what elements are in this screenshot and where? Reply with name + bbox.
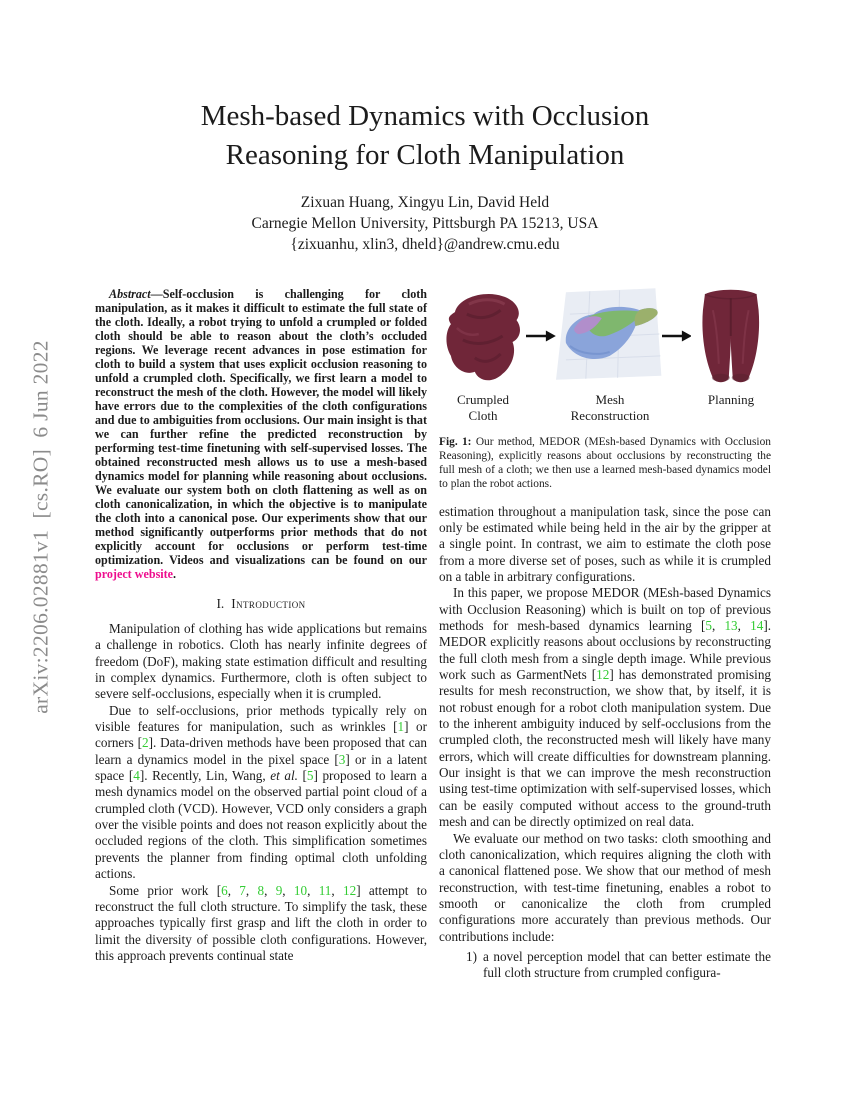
arxiv-watermark: arXiv:2206.02881v1 [cs.RO] 6 Jun 2022 bbox=[28, 340, 53, 714]
figure-caption bbox=[439, 436, 771, 492]
citation-ref[interactable]: 1 bbox=[397, 719, 405, 735]
citation-ref[interactable]: 12 bbox=[343, 882, 357, 898]
citation-ref[interactable]: 5 bbox=[705, 618, 712, 634]
citation-ref[interactable]: 4 bbox=[133, 768, 140, 784]
citation-ref[interactable]: 6 bbox=[221, 882, 228, 898]
arrow-icon bbox=[526, 329, 556, 343]
section-title: Introduction bbox=[231, 596, 306, 611]
project-website-link[interactable]: project website bbox=[95, 567, 174, 581]
right-column bbox=[439, 283, 771, 982]
authors-line: Zixuan Huang, Xingyu Lin, David Held bbox=[300, 194, 550, 211]
intro-paragraph-5: In this paper, we propose MEDOR (MEsh-based Dynamics with Occlusion Reasoning) which is built on top of previous methods for mesh-based dynamics learning [5, 13, 14]. MEDOR explicitly reasons about occlusions by reconstructing the full cloth mesh from a single depth image. While previous work such as GarmentNets [12] has demonstrated promising results for mesh reconstruction, we show that, by itself, it is not robust enough for a robot cloth manipulation system. Due to the inherent ambiguity induced by self-occlusions from the crumpled cloth, the reconstructed mesh will likely have many errors, which will create difficulties for downstream planning. Our insight is that we can improve the mesh reconstruction using test-time optimization with self-supervised losses, which can be easily computed without access to the ground-truth mesh and can be directly optimized on real data. bbox=[439, 585, 772, 830]
citation-ref[interactable]: 3 bbox=[338, 751, 346, 767]
intro-paragraph-4: estimation throughout a manipulation task, since the pose can only be estimated while being held in the air by the gripper at a single point. In contrast, we aim to estimate the cloth pose from a more diverse set of poses, such as while it is crumpled on a table in arbitrary configurations. bbox=[439, 503, 771, 584]
left-column bbox=[95, 283, 427, 982]
contributions-list bbox=[439, 949, 771, 982]
email-line: {zixuanhu, xlin3, dheld}@andrew.cmu.edu bbox=[290, 236, 560, 253]
planning-image bbox=[691, 284, 771, 388]
figure-1-panels bbox=[439, 283, 771, 389]
figure-panel-label: Crumpled Cloth bbox=[457, 392, 509, 423]
author-block bbox=[0, 192, 850, 255]
figure-panel-label: Planning bbox=[707, 392, 755, 407]
intro-paragraph-6: We evaluate our method on two tasks: cloth smoothing and cloth canonicalization, which requires aligning the cloth with a canonical flattened pose. We show that our method of mesh reconstruction, with test-time finetuning, enables a robot to smooth or canonicalize the cloth from crumpled configurations more accurately than previous methods. Our contributions include: bbox=[439, 830, 771, 944]
citation-ref[interactable]: 14 bbox=[750, 618, 764, 634]
citation-ref[interactable]: 9 bbox=[275, 882, 283, 898]
section-heading-introduction bbox=[95, 596, 427, 612]
contribution-item-1 bbox=[453, 949, 771, 982]
citation-ref[interactable]: 8 bbox=[257, 882, 265, 898]
citation-ref[interactable]: 7 bbox=[239, 882, 246, 898]
citation-ref[interactable]: 13 bbox=[724, 618, 738, 634]
citation-ref[interactable]: 12 bbox=[596, 667, 610, 683]
citation-ref[interactable]: 10 bbox=[293, 882, 308, 898]
paper-title-line-2: Reasoning for Cloth Manipulation bbox=[225, 139, 625, 171]
contribution-text: a novel perception model that can better estimate the full cloth structure from crumpled configura- bbox=[483, 948, 771, 981]
contribution-number: 1) bbox=[466, 948, 477, 964]
intro-paragraph-3: Some prior work [6, 7, 8, 9, 10, 11, 12] attempt to reconstruct the full cloth structure. To simplify the task, these approaches typically first grasp and lift the cloth in order to limit the diversity of possible cloth configurations. However, this approach prevents continual state bbox=[95, 882, 428, 963]
two-column-body bbox=[95, 283, 771, 982]
section-number: I. bbox=[216, 596, 225, 611]
intro-paragraph-1: Manipulation of clothing has wide applications but remains a challenge in robotics. Cloth has nearly infinite degrees of freedom (DoF), making state estimation difficult and resulting in complex dynamics. Furthermore, cloth is often subject to severe self-occlusions, especially when it is crumpled. bbox=[95, 621, 427, 702]
arrow-icon bbox=[662, 329, 692, 343]
crumpled-cloth-image bbox=[439, 284, 526, 388]
figure-caption-label: Fig. 1: bbox=[439, 436, 472, 448]
citation-ref[interactable]: 5 bbox=[306, 768, 314, 784]
citation-ref[interactable]: 2 bbox=[142, 735, 149, 751]
intro-paragraph-2: Due to self-occlusions, prior methods typically rely on visible features for manipulation, such as wrinkles [1] or corners [2]. Data-driven methods have been proposed that can learn a dynamics model in the pixel space [3] or in a latent space [4]. Recently, Lin, Wang, et al. [5] proposed to learn a mesh dynamics model on the observed partial point cloud of a crumpled cloth (VCD). However, VCD only considers a graph over the visible points and does not reason explicitly about the occluded regions of the cloth. This simplification sometimes prevents the planner from finding optimal cloth unfolding actions. bbox=[95, 702, 427, 882]
paper-title-line-1: Mesh-based Dynamics with Occlusion bbox=[200, 100, 650, 132]
affiliation-line: Carnegie Mellon University, Pittsburgh PA 15213, USA bbox=[251, 215, 599, 232]
mesh-reconstruction-image bbox=[556, 288, 661, 384]
paper-header bbox=[0, 97, 850, 255]
abstract-paragraph: Abstract—Self-occlusion is challenging for cloth manipulation, as it makes it difficult to estimate the full state of the cloth. Ideally, a robot trying to unfold a crumpled or folded cloth should be able to reason about the cloth’s occluded regions. We leverage recent advances in pose estimation for cloth to build a system that uses explicit occlusion reasoning to unfold a crumpled cloth. Specifically, we first learn a model to reconstruct the mesh of the cloth. However, the model will likely have errors due to the complexities of the cloth configurations and due to ambiguities from occlusions. Our main insight is that we can further refine the predicted reconstruction by performing test-time finetuning with self-supervised losses. The obtained reconstructed mesh allows us to use a mesh-based dynamics model for planning while reasoning about occlusions. We evaluate our system both on cloth flattening as well as on cloth canonicalization, in which the objective is to manipulate the cloth into a canonical pose. Our experiments show that our method significantly outperforms prior methods that do not explicitly account for occlusions or perform test-time optimization. Videos and visualizations can be found on our project website. bbox=[95, 287, 427, 581]
figure-panel-label: Mesh Reconstruction bbox=[570, 392, 650, 423]
figure-1-labels bbox=[439, 389, 771, 426]
figure-1 bbox=[439, 283, 771, 492]
paper-title bbox=[0, 97, 850, 175]
figure-caption-text: Our method, MEDOR (MEsh-based Dynamics with Occlusion Reasoning), explicitly reasons about occlusions by reconstructing the full mesh of a cloth; we then use a learned mesh-based dynamics model to plan the robot actions. bbox=[439, 436, 771, 490]
citation-ref[interactable]: 11 bbox=[318, 882, 332, 898]
